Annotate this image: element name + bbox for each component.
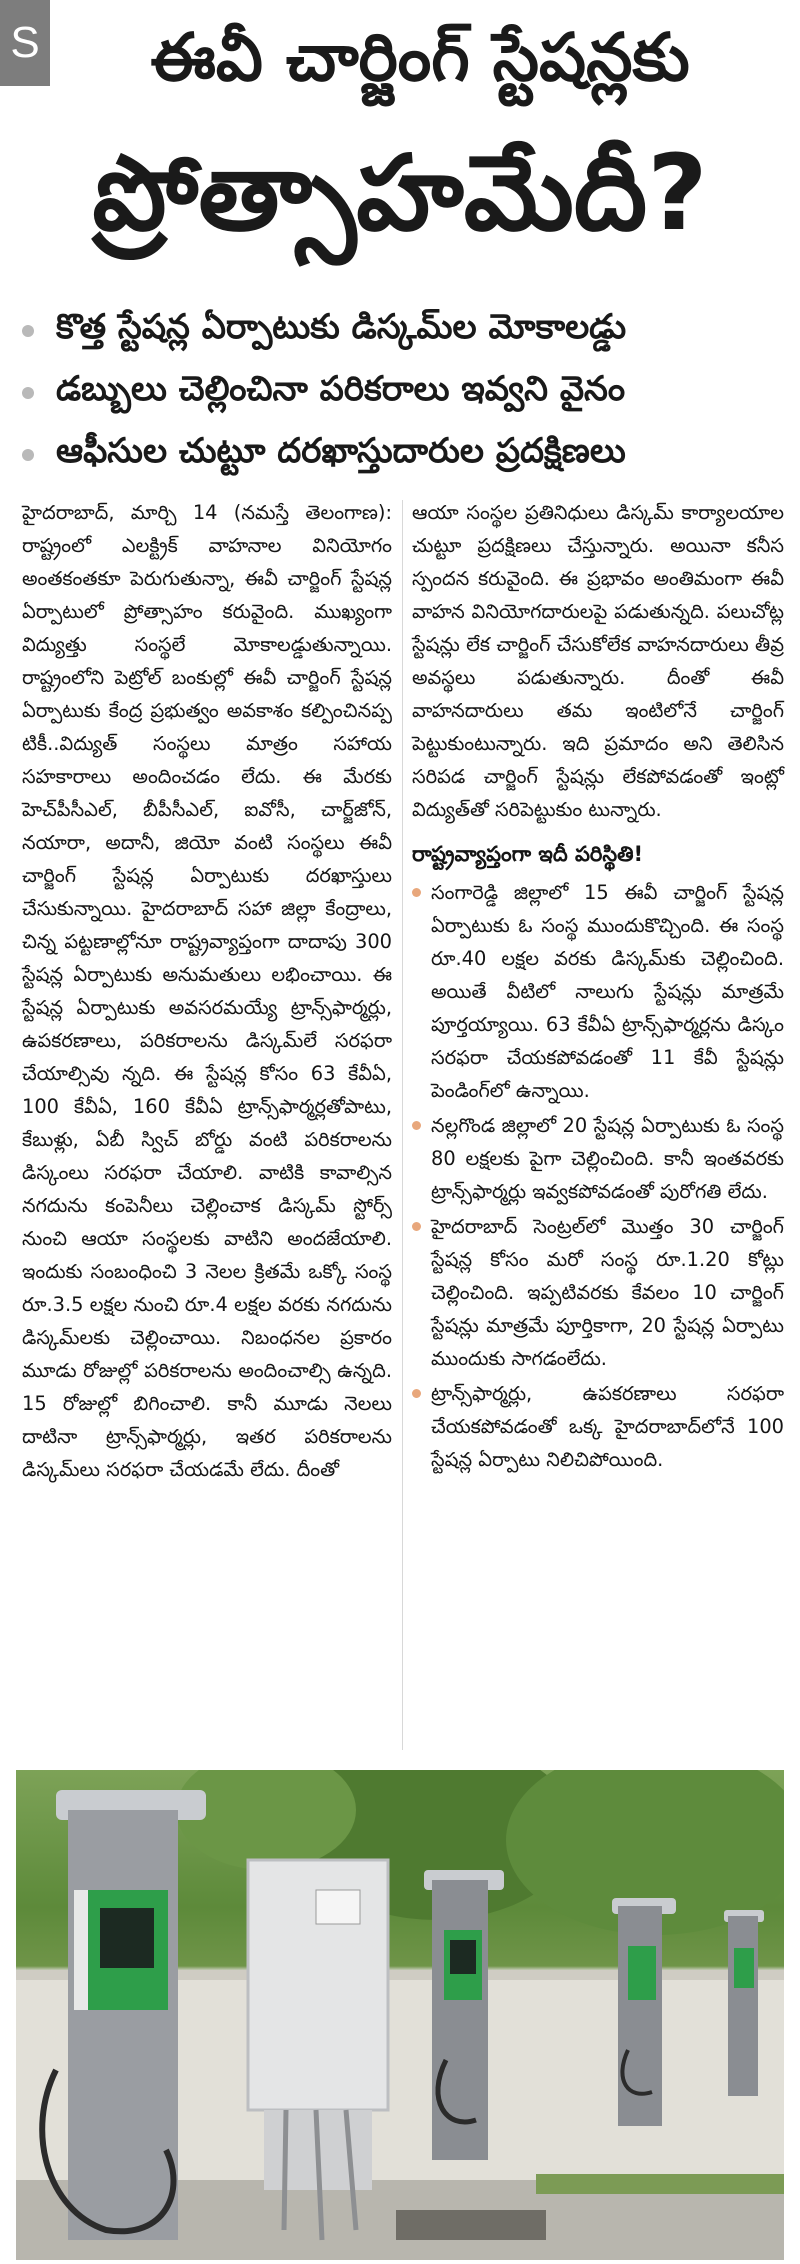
bullet-dot-icon bbox=[22, 325, 34, 337]
ev-charging-stations-photo bbox=[16, 1770, 784, 2260]
bullet-dot-icon bbox=[412, 1389, 421, 1398]
deck-bullet bbox=[14, 362, 784, 424]
headline-line-1: ఈవీ చార్జింగ్ స్టేషన్లకు bbox=[150, 19, 690, 96]
charger-unit bbox=[728, 1916, 758, 2096]
bullet-dot-icon bbox=[412, 1222, 421, 1231]
list-item bbox=[412, 1109, 784, 1208]
deck-bullet-text: డబ్బులు చెల్లించినా పరికరాలు ఇవ్వని వైనం bbox=[56, 369, 626, 409]
headline-line-2: ప్రోత్సాహమేదీ? bbox=[92, 132, 708, 254]
deck-bullet bbox=[14, 424, 784, 486]
list-item bbox=[412, 876, 784, 1107]
list-item bbox=[412, 1210, 784, 1375]
deck-bullet-text: ఆఫీసుల చుట్టూ దరఖాస్తుదారుల ప్రదక్షిణలు bbox=[56, 431, 626, 471]
bullet-dot-icon bbox=[412, 888, 421, 897]
list-item-text: ట్రాన్స్‌ఫార్మర్లు, ఉపకరణాలు సరఫరా చేయకపోవడంతో ఒక్క హైదరాబాద్‌లోనే 100 స్టేషన్ల ఏర్పాటు నిలిచిపోయింది. bbox=[431, 1382, 784, 1471]
list-item-text: నల్లగొండ జిల్లాలో 20 స్టేషన్ల ఏర్పాటుకు ఓ సంస్థ 80 లక్షలకు పైగా చెల్లించింది. కానీ ఇంతవరకు ట్రాన్స్‌ఫార్మర్లు ఇవ్వకపోవడంతో పురోగతి లేదు. bbox=[431, 1114, 784, 1203]
corner-tab: S bbox=[0, 0, 50, 86]
article-column-left bbox=[22, 496, 392, 1486]
article-paragraph: ఆయా సంస్థల ప్రతినిధులు డిస్కమ్ కార్యాలయాల చుట్టూ ప్రదక్షిణలు చేస్తున్నారు. అయినా కనీస స్పందన కరువైంది. ఈ ప్రభావం అంతిమంగా ఈవీ వాహన వినియోగదారులపై పడుతున్నది. పలుచోట్ల స్టేషన్లు లేక చార్జింగ్ చేసుకోలేక వాహనదారులు తీవ్ర అవస్థలు పడుతున్నారు. దీంతో ఈవీ వాహనదారులు తమ ఇంటిలోనే చార్జింగ్ పెట్టుకుంటున్నారు. ఇది ప్రమాదం అని తెలిసిన సరిపడ చార్జింగ్ స్టేషన్లు లేకపోవడంతో ఇంట్లో విద్యుత్‌తో సరిపెట్టుకుం టున్నారు. bbox=[412, 501, 784, 821]
column-divider bbox=[402, 500, 403, 1750]
list-item-text: సంగారెడ్డి జిల్లాలో 15 ఈవీ చార్జింగ్ స్టేషన్ల ఏర్పాటుకు ఓ సంస్థ ముందుకొచ్చింది. ఈ సంస్థ రూ.40 లక్షల వరకు డిస్కమ్‌కు చెల్లించింది. అయితే వీటిలో నాలుగు స్టేషన్లు మాత్రమే పూర్తయ్యాయి. 63 కేవీఏ ట్రాన్స్‌ఫార్మర్లను డిస్కం సరఫరా చేయకపోవడంతో 11 కేవీ స్టేషన్లు పెండింగ్‌లో ఉన్నాయి. bbox=[431, 881, 784, 1102]
bullet-dot-icon bbox=[22, 449, 34, 461]
article-column-right bbox=[412, 496, 784, 1476]
charger-unit bbox=[432, 1880, 488, 2160]
deck-bullets bbox=[14, 300, 784, 486]
deck-bullet bbox=[14, 300, 784, 362]
deck-bullet-text: కొత్త స్టేషన్ల ఏర్పాటుకు డిస్కమ్‌ల మోకాలడ్డు bbox=[56, 307, 627, 347]
bullet-dot-icon bbox=[412, 1121, 421, 1130]
photo-illustration bbox=[16, 1770, 784, 2260]
list-item bbox=[412, 1377, 784, 1476]
charger-unit bbox=[68, 1810, 178, 2240]
bullet-dot-icon bbox=[22, 387, 34, 399]
section-subheading: రాష్ట్రవ్యాప్తంగా ఇదీ పరిస్థితి! bbox=[412, 842, 644, 866]
list-item-text: హైదరాబాద్ సెంట్రల్‌లో మొత్తం 30 చార్జింగ్ స్టేషన్ల కోసం మరో సంస్థ రూ.1.20 కోట్లు చెల్లించింది. ఇప్పటివరకు కేవలం 10 చార్జింగ్ స్టేషన్లు మాత్రమే పూర్తికాగా, 20 స్టేషన్ల ఏర్పాటు ముందుకు సాగడంలేదు. bbox=[431, 1215, 784, 1370]
article-paragraph: హైదరాబాద్, మార్చి 14 (నమస్తే తెలంగాణ): రాష్ట్రంలో ఎలక్ట్రిక్ వాహనాల వినియోగం అంతకంతకూ పెరుగుతున్నా, ఈవీ చార్జింగ్ స్టేషన్ల ఏర్పాటులో ప్రోత్సాహం కరువైంది. ముఖ్యంగా విద్యుత్తు సంస్థలే మోకాలడ్డుతున్నాయి. రాష్ట్రంలోని పెట్రోల్ బంకుల్లో ఈవీ చార్జింగ్ స్టేషన్ల ఏర్పాటుకు కేంద్ర ప్రభుత్వం అవకాశం కల్పించినప్ప టికీ..విద్యుత్ సంస్థలు మాత్రం సహాయ సహకారాలు అందించడం లేదు. ఈ మేరకు హెచ్‌పీసీఎల్, బీపీసీఎల్, ఐవోసీ, చార్జ్‌జోన్, నయారా, అదానీ, జియో వంటి సంస్థలు ఈవీ చార్జింగ్ స్టేషన్ల ఏర్పాటుకు దరఖాస్తులు చేసుకున్నాయి. హైదరాబాద్ సహా జిల్లా కేంద్రాలు, చిన్న పట్టణాల్లోనూ రాష్ట్రవ్యాప్తంగా దాదాపు 300 స్టేషన్ల ఏర్పాటుకు అనుమతులు లభించాయి. ఈ స్టేషన్ల ఏర్పాటుకు అవసరమయ్యే ట్రాన్స్‌ఫార్మర్లు, ఉపకరణాలు, పరికరాలను డిస్కమ్‌లే సరఫరా చేయాల్సివు న్నది. ఈ స్టేషన్ల కోసం 63 కేవీఏ, 100 కేవీఏ, 160 కేవీఏ ట్రాన్స్‌ఫార్మర్లతోపాటు, కేబుళ్లు, ఏబీ స్విచ్ బోర్డు వంటి పరికరాలను డిస్కంలు సరఫరా చేయాలి. వాటికి కావాల్సిన నగదును కంపెనీలు చెల్లించాక డిస్కమ్ స్టోర్స్ నుంచి ఆయా సంస్థలకు వాటిని అందజేయాలి. ఇందుకు సంబంధించి 3 నెలల క్రితమే ఒక్కో సంస్థ రూ.3.5 లక్షల నుంచి రూ.4 లక్షల వరకు నగదును డిస్కమ్‌లకు చెల్లించాయి. నిబంధనల ప్రకారం మూడు రోజుల్లో పరికరాలను అందించాల్సి ఉన్నది. 15 రోజుల్లో బిగించాలి. కానీ మూడు నెలలు దాటినా ట్రాన్స్‌ఫార్మర్లు, ఇతర పరికరాలను డిస్కమ్‌లు సరఫరా చేయడమే లేదు. దీంతో bbox=[22, 501, 392, 1481]
